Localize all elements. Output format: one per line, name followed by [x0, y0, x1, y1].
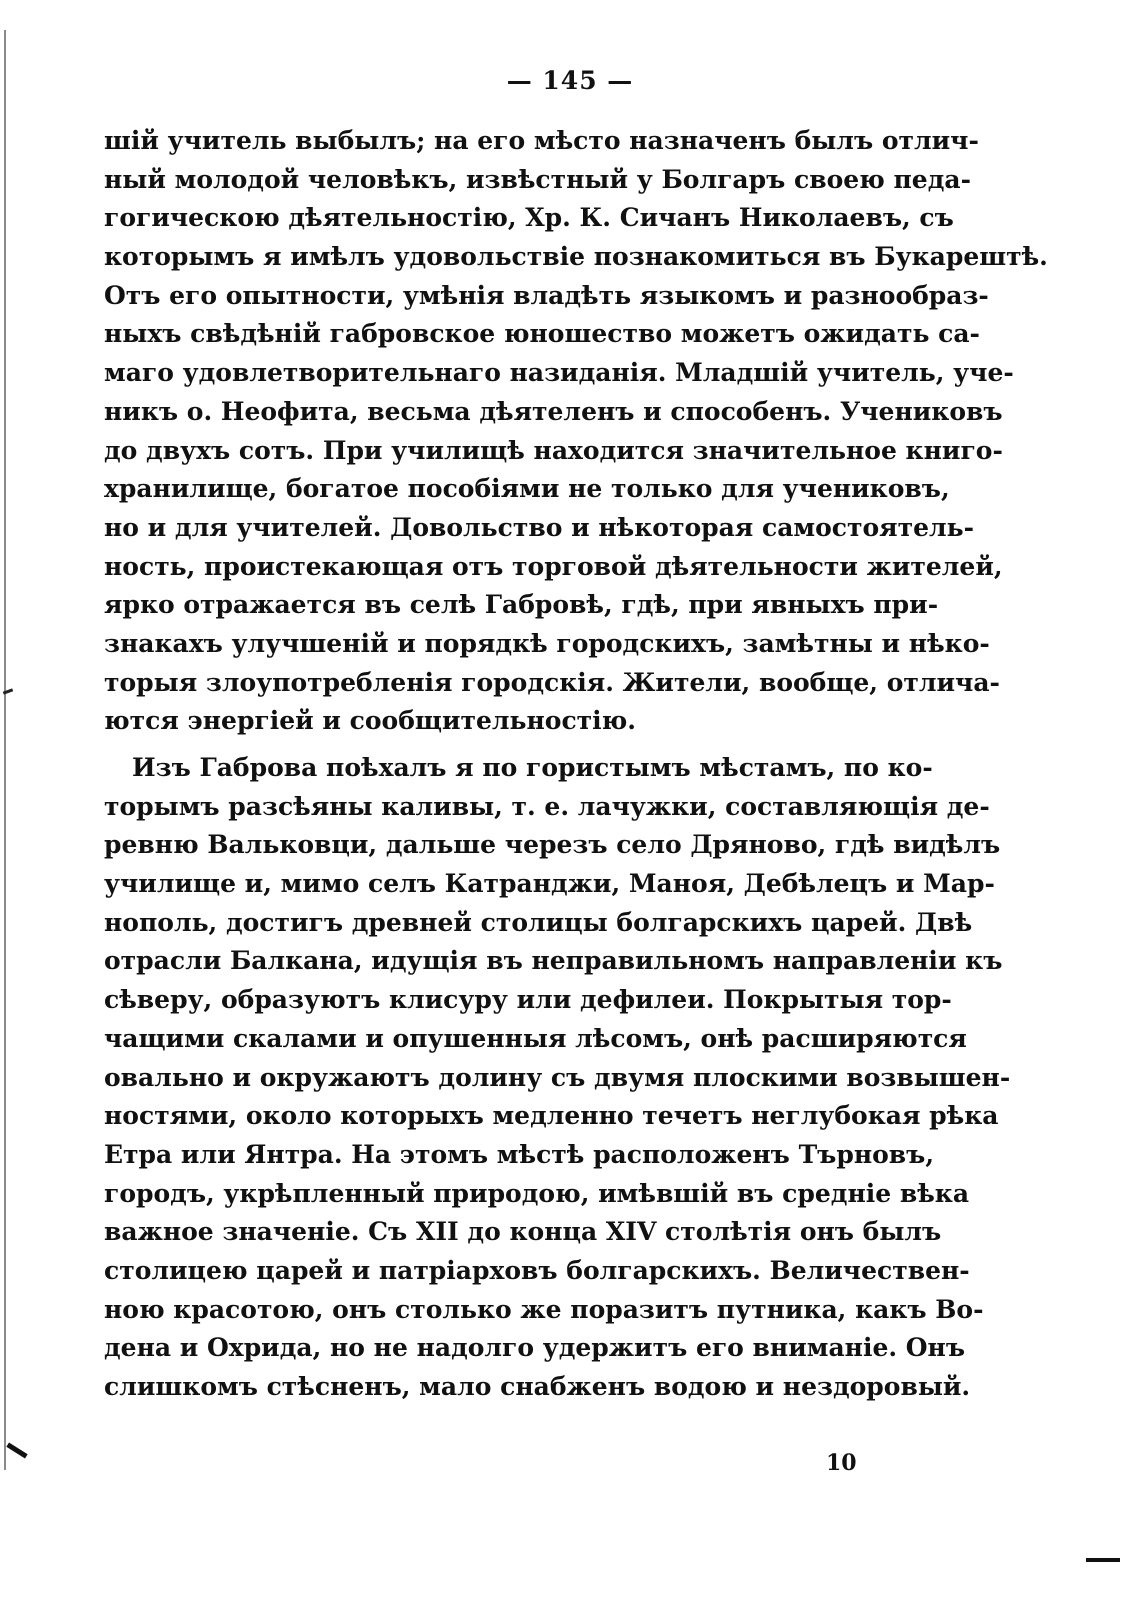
text-line: Изъ Габрова поѣхалъ я по гористымъ мѣстамъ, по ко- — [132, 753, 933, 782]
text-line: дена и Охрида, но не надолго удержитъ его вниманіе. Онъ — [104, 1333, 966, 1363]
page-number-header: — 145 — — [506, 66, 634, 95]
text-line: знакахъ улучшеній и порядкѣ городскихъ, замѣтны и нѣко- — [104, 628, 990, 658]
text-line: ревню Вальковци, дальше черезъ село Дряново, гдѣ видѣлъ — [104, 830, 1001, 860]
text-line: ярко отражается въ селѣ Габровѣ, гдѣ, при явныхъ при- — [104, 590, 939, 620]
paragraph-1 — [104, 122, 1048, 741]
text-line: Етра или Янтра. На этомъ мѣстѣ расположенъ Търновъ, — [104, 1139, 935, 1169]
text-line: слишкомъ стѣсненъ, мало снабженъ водою и нездоровый. — [104, 1372, 971, 1401]
text-line: училище и, мимо селъ Катранджи, Маноя, Дебѣлецъ и Мар- — [104, 869, 995, 899]
text-line: важное значеніе. Съ XII до конца XIV столѣтія онъ былъ — [104, 1217, 942, 1247]
scan-edge-mark — [1086, 1558, 1120, 1562]
text-line: чащими скалами и опушенныя лѣсомъ, онѣ расширяются — [104, 1023, 967, 1053]
text-line: отрасли Балкана, идущія въ неправильномъ направленіи къ — [104, 946, 1003, 976]
signature-mark: 10 — [826, 1450, 857, 1476]
text-line: гогическою дѣятельностію, Хр. К. Сичанъ Николаевъ, съ — [104, 203, 954, 233]
text-line: никъ о. Неофита, весьма дѣятеленъ и способенъ. Учениковъ — [104, 396, 1003, 426]
text-line: ность, проистекающая отъ торговой дѣятельности жителей, — [104, 551, 1003, 581]
scan-edge-mark — [6, 1443, 27, 1459]
text-line: Отъ его опытности, умѣнія владѣть языкомъ и разнообраз- — [104, 280, 989, 310]
paragraph-gap — [104, 741, 930, 749]
text-line: маго удовлетворительнаго назиданія. Младшій учитель, уче- — [104, 358, 1014, 388]
scan-left-edge — [4, 30, 6, 1470]
text-line: ныхъ свѣдѣній габровское юношество можетъ ожидать са- — [104, 319, 980, 349]
text-line: нополь, достигъ древней столицы болгарскихъ царей. Двѣ — [104, 907, 973, 937]
text-line: но и для учителей. Довольство и нѣкоторая самостоятель- — [104, 512, 975, 542]
body-text — [104, 122, 1048, 1407]
text-line: ною красотою, онъ столько же поразитъ путника, какъ Во- — [104, 1294, 984, 1324]
text-line: ются энергіей и сообщительностію. — [104, 706, 636, 736]
paragraph-2 — [104, 749, 1011, 1407]
text-line: торыя злоупотребленія городскія. Жители, вообще, отлича- — [104, 667, 1000, 697]
text-line: до двухъ сотъ. При училищѣ находится значительное книго- — [104, 435, 1003, 465]
text-line: столицею царей и патріарховъ болгарскихъ. Величествен- — [104, 1255, 970, 1285]
text-line: ный молодой человѣкъ, извѣстный у Болгаръ своею педа- — [104, 164, 971, 194]
text-line: городъ, укрѣпленный природою, имѣвшій въ средніе вѣка — [104, 1178, 970, 1208]
text-line: овально и окружаютъ долину съ двумя плоскими возвышен- — [104, 1062, 1011, 1092]
text-line: сѣверу, образуютъ клисуру или дефилеи. Покрытыя тор- — [104, 985, 952, 1015]
text-line: торымъ разсѣяны каливы, т. е. лачужки, составляющія де- — [104, 791, 990, 821]
text-line: которымъ я имѣлъ удовольствіе познакомиться въ Букарештѣ. — [104, 242, 1048, 272]
text-line: ностями, около которыхъ медленно течетъ неглубокая рѣка — [104, 1101, 999, 1131]
text-line: шій учитель выбылъ; на его мѣсто назначенъ былъ отлич- — [104, 126, 979, 155]
text-line: хранилище, богатое пособіями не только для учениковъ, — [104, 474, 950, 504]
